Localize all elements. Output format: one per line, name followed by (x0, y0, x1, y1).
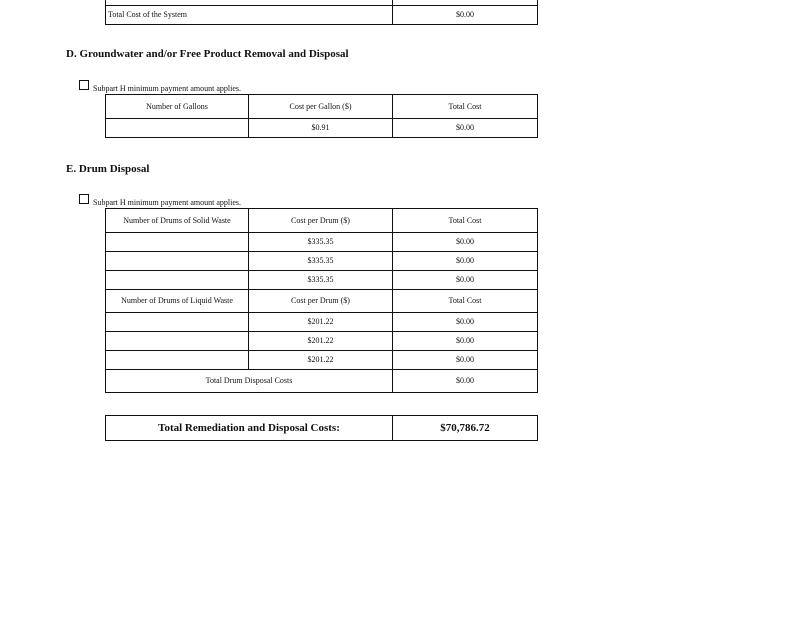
gallons-header: Number of Gallons (106, 95, 249, 119)
grand-total-value: $70,786.72 (393, 416, 538, 441)
total-cost-header: Total Cost (393, 95, 538, 119)
cost-per-drum-value: $335.35 (249, 252, 393, 271)
drum-disposal-total-label: Total Drum Disposal Costs (106, 370, 393, 393)
liquid-drums-input-cell[interactable] (106, 332, 249, 351)
liquid-drums-input-cell[interactable] (106, 313, 249, 332)
section-d-subpart-checkbox[interactable] (79, 80, 89, 90)
section-e-subpart-label: Subpart H minimum payment amount applies. (93, 198, 241, 207)
system-total-value: $0.00 (393, 6, 538, 25)
section-e-title: E. Drum Disposal (66, 163, 150, 175)
gallons-input-cell[interactable] (106, 119, 249, 138)
solid-drums-input-cell[interactable] (106, 271, 249, 290)
liquid-drums-input-cell[interactable] (106, 351, 249, 370)
solid-drums-input-cell[interactable] (106, 252, 249, 271)
grand-total-table (105, 415, 538, 441)
section-e-subpart-option (79, 191, 241, 209)
cost-per-drum-value: $335.35 (249, 233, 393, 252)
total-cost-value: $0.00 (393, 313, 538, 332)
cost-per-drum-header: Cost per Drum ($) (249, 209, 393, 233)
cost-per-gallon-value: $0.91 (249, 119, 393, 138)
system-total-table (105, 0, 538, 25)
section-d-subpart-label: Subpart H minimum payment amount applies. (93, 84, 241, 93)
grand-total-label: Total Remediation and Disposal Costs: (106, 416, 393, 441)
section-e-subpart-checkbox[interactable] (79, 194, 89, 204)
system-total-label: Total Cost of the System (106, 6, 393, 25)
solid-drums-header: Number of Drums of Solid Waste (106, 209, 249, 233)
section-d-title: D. Groundwater and/or Free Product Removal and Disposal (66, 48, 349, 60)
total-cost-header: Total Cost (393, 209, 538, 233)
cost-per-drum-header: Cost per Drum ($) (249, 290, 393, 313)
total-cost-value: $0.00 (393, 119, 538, 138)
cost-per-drum-value: $335.35 (249, 271, 393, 290)
cost-per-drum-value: $201.22 (249, 351, 393, 370)
total-cost-value: $0.00 (393, 271, 538, 290)
total-cost-value: $0.00 (393, 351, 538, 370)
cost-per-drum-value: $201.22 (249, 332, 393, 351)
liquid-drums-header: Number of Drums of Liquid Waste (106, 290, 249, 313)
cost-per-drum-value: $201.22 (249, 313, 393, 332)
solid-drums-input-cell[interactable] (106, 233, 249, 252)
total-cost-value: $0.00 (393, 332, 538, 351)
cost-per-gallon-header: Cost per Gallon ($) (249, 95, 393, 119)
drum-disposal-table (105, 208, 538, 393)
groundwater-table (105, 94, 538, 138)
total-cost-header: Total Cost (393, 290, 538, 313)
section-d-subpart-option (79, 77, 241, 95)
drum-disposal-total-value: $0.00 (393, 370, 538, 393)
total-cost-value: $0.00 (393, 252, 538, 271)
total-cost-value: $0.00 (393, 233, 538, 252)
